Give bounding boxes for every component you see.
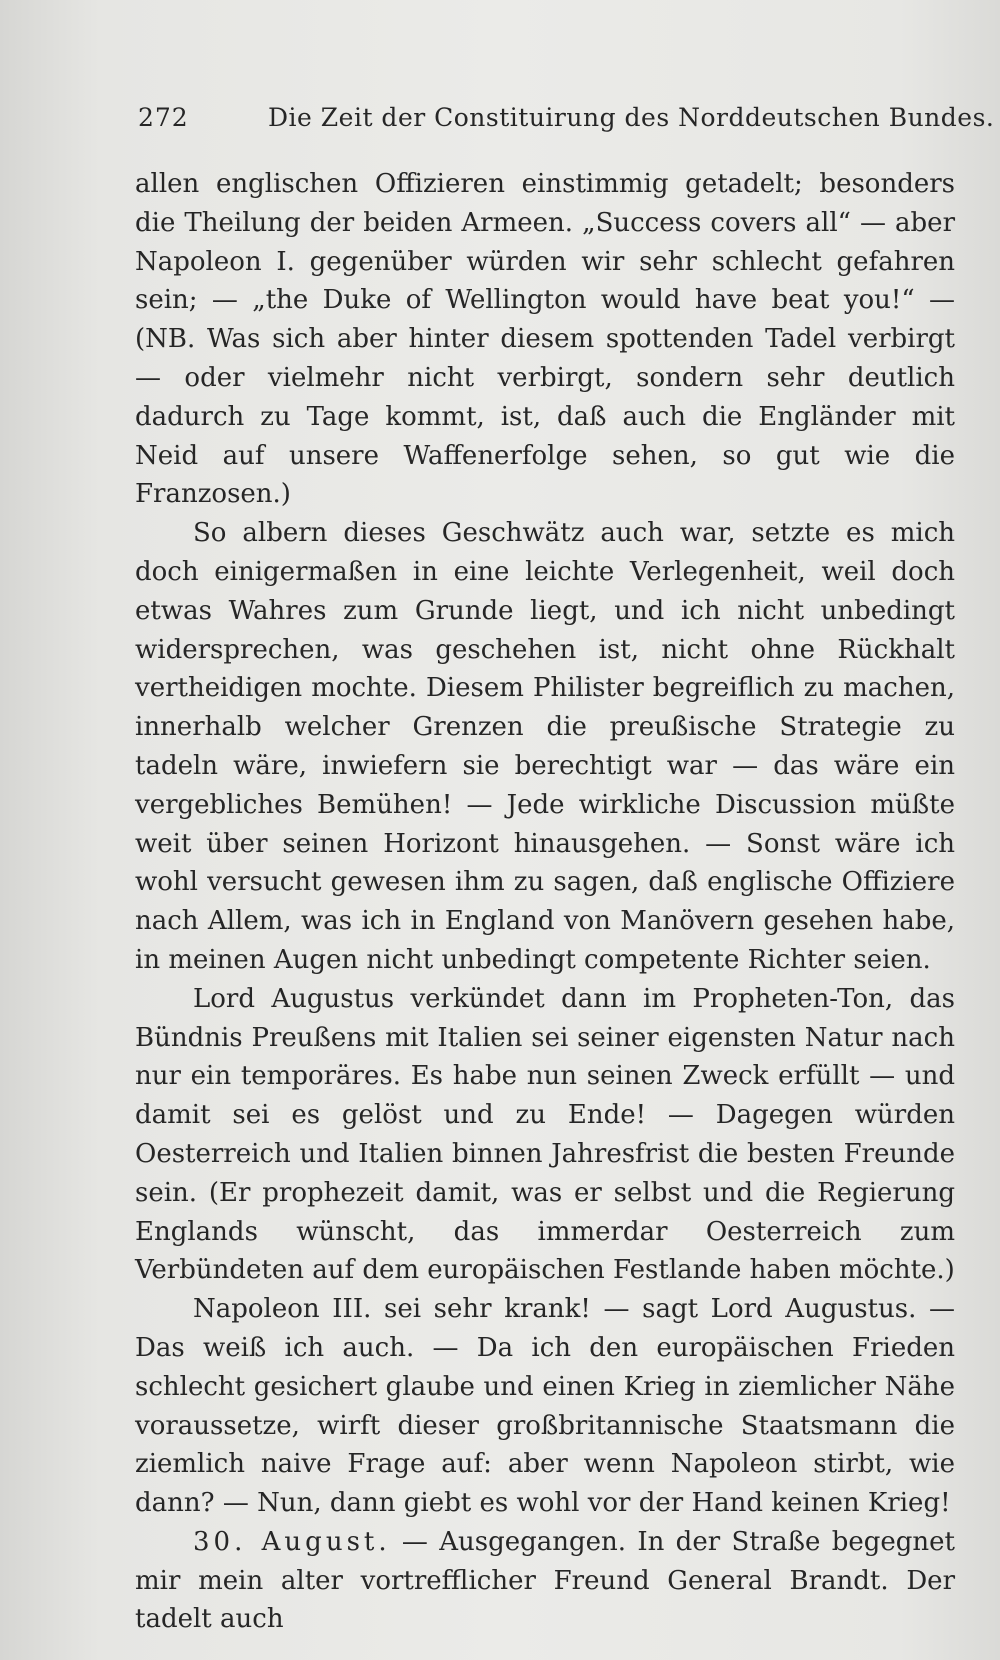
paragraph-1: allen englischen Offizieren einstimmig getadelt; besonders die Theilung der beiden Armeen. „Success covers all“ — aber Napoleon I. gegenüber würden wir sehr schlecht gefahren sein; — „the Duke of Wellington would have beat you!“ — (NB. Was sich aber hinter diesem spottenden Tadel verbirgt — oder vielmehr nicht verbirgt, sondern sehr deutlich dadurch zu Tage kommt, ist, daß auch die Engländer mit Neid auf unsere Waffenerfolge sehen, so gut wie die Franzosen.) — [135, 169, 955, 510]
page-header — [138, 98, 995, 138]
paragraph-2: So albern dieses Geschwätz auch war, setzte es mich doch einigermaßen in eine leichte Verlegenheit, weil doch etwas Wahres zum Grunde liegt, und ich nicht unbedingt widersprechen, was geschehen ist, nicht ohne Rückhalt vertheidigen mochte. Diesem Philister begreiflich zu machen, innerhalb welcher Grenzen die preußische Strategie zu tadeln wäre, inwiefern sie berechtigt war — das wäre ein vergebliches Bemühen! — Jede wirkliche Discussion müßte weit über seinen Horizont hinausgehen. — Sonst wäre ich wohl versucht gewesen ihm zu sagen, daß englische Offiziere nach Allem, was ich in England von Manövern gesehen habe, in meinen Augen nicht unbedingt competente Richter seien. — [135, 518, 955, 975]
paragraph-4: Napoleon III. sei sehr krank! — sagt Lord Augustus. — Das weiß ich auch. — Da ich den europäischen Frieden schlecht gesichert glaube und einen Krieg in ziemlicher Nähe voraussetze, wirft dieser großbritannische Staatsmann die ziemlich naive Frage auf: aber wenn Napoleon stirbt, wie dann? — Nun, dann giebt es wohl vor der Hand keinen Krieg! — [135, 1294, 955, 1519]
entry-date: 30. August. — [193, 1526, 391, 1557]
page-number: 272 — [138, 103, 189, 132]
paragraph-5-text: — Ausgegangen. In der Straße begegnet mir mein alter vortrefflicher Freund General Brandt. Der tadelt auch — [135, 1526, 955, 1635]
running-title: Die Zeit der Constituirung des Norddeutschen Bundes. — [268, 103, 995, 132]
body-text — [135, 165, 955, 1639]
paragraph-5 — [135, 1523, 955, 1639]
paragraph-3: Lord Augustus verkündet dann im Propheten-Ton, das Bündnis Preußens mit Italien sei seiner eigensten Natur nach nur ein temporäres. Es habe nun seinen Zweck erfüllt — und damit sei es gelöst und zu Ende! — Dagegen würden Oesterreich und Italien binnen Jahresfrist die besten Freunde sein. (Er prophezeit damit, was er selbst und die Regierung Englands wünscht, das immerdar Oesterreich zum Verbündeten auf dem europäischen Festlande haben möchte.) — [135, 983, 955, 1286]
